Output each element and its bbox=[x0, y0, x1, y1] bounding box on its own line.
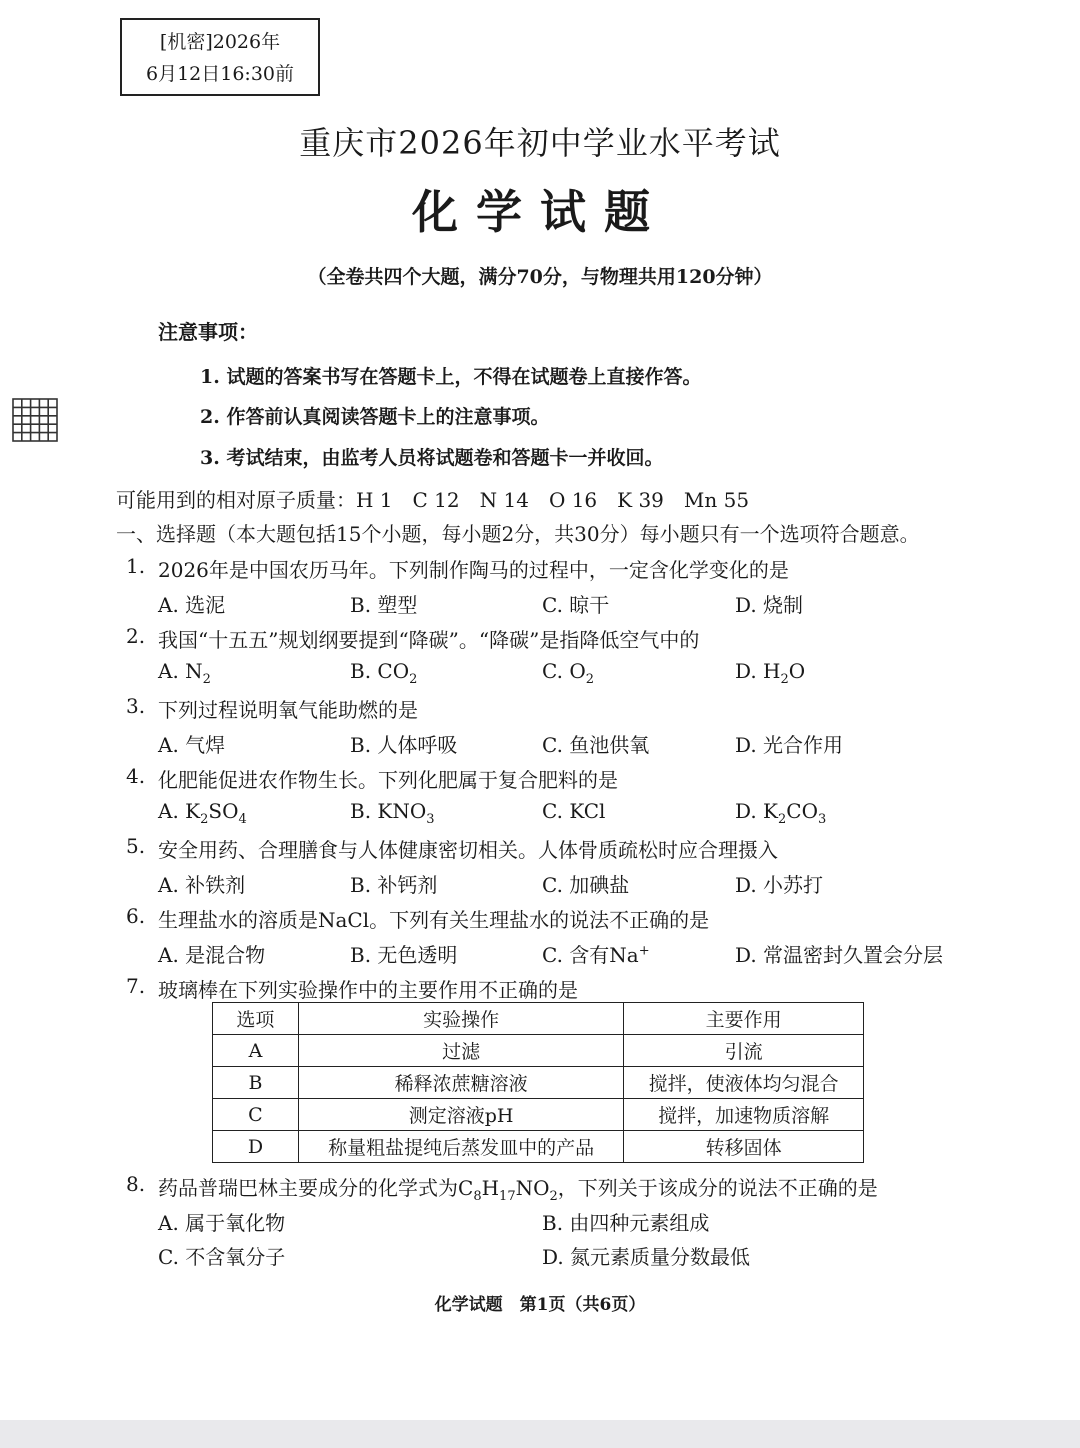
confidential-line-1: [机密]2026年 bbox=[159, 31, 281, 53]
table-header-row bbox=[213, 1003, 864, 1035]
question-1-option-c: C. 晾干 bbox=[542, 593, 610, 617]
question-6-number: 6. bbox=[126, 904, 146, 928]
notice-item-3: 3. 考试结束，由监考人员将试题卷和答题卡一并收回。 bbox=[200, 447, 664, 469]
confidential-line-2: 6月12日16:30前 bbox=[145, 63, 295, 85]
exam-info: （全卷共四个大题，满分70分，与物理共用120分钟） bbox=[307, 266, 773, 288]
question-4-option-c: C. KCl bbox=[542, 799, 606, 823]
question-4-number: 4. bbox=[126, 764, 146, 788]
bottom-strip bbox=[0, 1420, 1080, 1448]
exam-title: 重庆市2026年初中学业水平考试 bbox=[299, 124, 781, 162]
table-header-cell: 选项 bbox=[213, 1003, 299, 1035]
question-2-option-b: B. $CO_2$ bbox=[350, 659, 418, 687]
question-6-stem: 生理盐水的溶质是NaCl。下列有关生理盐水的说法不正确的是 bbox=[158, 908, 710, 932]
question-4-stem: 化肥能促进农作物生长。下列化肥属于复合肥料的是 bbox=[158, 768, 618, 792]
question-7-number: 7. bbox=[126, 974, 146, 998]
table-header-cell: 实验操作 bbox=[298, 1003, 623, 1035]
question-3-option-b: B. 人体呼吸 bbox=[350, 733, 458, 757]
question-1-stem: 2026年是中国农历马年。下列制作陶马的过程中，一定含化学变化的是 bbox=[158, 558, 789, 582]
question-2-number: 2. bbox=[126, 624, 146, 648]
question-8-number: 8. bbox=[126, 1172, 146, 1196]
question-3-option-a: A. 气焊 bbox=[158, 733, 226, 757]
question-7-stem: 玻璃棒在下列实验操作中的主要作用不正确的是 bbox=[158, 978, 578, 1002]
notice-item-2: 2. 作答前认真阅读答题卡上的注意事项。 bbox=[200, 406, 550, 428]
table-cell: 测定溶液pH bbox=[298, 1099, 623, 1131]
table-cell: 引流 bbox=[624, 1035, 864, 1067]
question-3-number: 3. bbox=[126, 694, 146, 718]
question-4-option-a: A. $K_2SO_4$ bbox=[158, 799, 247, 827]
question-2-option-c: C. $O_2$ bbox=[542, 659, 594, 687]
table-row bbox=[213, 1099, 864, 1131]
table-row bbox=[213, 1067, 864, 1099]
question-8-option-c: C. 不含氧分子 bbox=[158, 1245, 286, 1269]
question-6-option-b: B. 无色透明 bbox=[350, 943, 458, 967]
question-6-option-c: C. 含有Na+ bbox=[542, 943, 650, 967]
table-cell: D bbox=[213, 1131, 299, 1163]
question-1-option-d: D. 烧制 bbox=[735, 593, 804, 617]
question-6-option-d: D. 常温密封久置会分层 bbox=[735, 943, 944, 967]
question-5-number: 5. bbox=[126, 834, 146, 858]
question-5-option-c: C. 加碘盐 bbox=[542, 873, 630, 897]
question-2-option-d: D. $H_2O$ bbox=[735, 659, 806, 687]
question-8-option-b: B. 由四种元素组成 bbox=[542, 1211, 710, 1235]
question-5-option-d: D. 小苏打 bbox=[735, 873, 824, 897]
question-3-option-d: D. 光合作用 bbox=[735, 733, 844, 757]
question-8-stem: 药品普瑞巴林主要成分的化学式为$C_8H_{17}NO_2$，下列关于该成分的说法不正确的是 bbox=[158, 1176, 878, 1204]
question-7-table bbox=[212, 1002, 864, 1163]
table-cell: 搅拌，加速物质溶解 bbox=[624, 1099, 864, 1131]
table-cell: 称量粗盐提纯后蒸发皿中的产品 bbox=[298, 1131, 623, 1163]
question-5-option-b: B. 补钙剂 bbox=[350, 873, 438, 897]
table-row bbox=[213, 1035, 864, 1067]
table-cell: A bbox=[213, 1035, 299, 1067]
question-5-stem: 安全用药、合理膳食与人体健康密切相关。人体骨质疏松时应合理摄入 bbox=[158, 838, 778, 862]
notice-heading: 注意事项： bbox=[158, 320, 258, 344]
question-4-option-b: B. $KNO_3$ bbox=[350, 799, 435, 827]
table-row bbox=[213, 1131, 864, 1163]
question-8-option-a: A. 属于氧化物 bbox=[158, 1211, 286, 1235]
table-cell: 过滤 bbox=[298, 1035, 623, 1067]
question-4-option-d: D. $K_2CO_3$ bbox=[735, 799, 827, 827]
grid-icon[interactable] bbox=[12, 398, 58, 442]
question-6-option-a: A. 是混合物 bbox=[158, 943, 266, 967]
subject-title: 化学试题 bbox=[412, 185, 668, 239]
table-cell: 稀释浓蔗糖溶液 bbox=[298, 1067, 623, 1099]
question-2-option-a: A. $N_2$ bbox=[158, 659, 211, 687]
confidential-box bbox=[120, 18, 320, 96]
notice-item-1: 1. 试题的答案书写在答题卡上，不得在试题卷上直接作答。 bbox=[200, 366, 702, 388]
table-cell: 转移固体 bbox=[624, 1131, 864, 1163]
question-3-stem: 下列过程说明氧气能助燃的是 bbox=[158, 698, 418, 722]
question-1-option-b: B. 塑型 bbox=[350, 593, 418, 617]
question-3-option-c: C. 鱼池供氧 bbox=[542, 733, 650, 757]
page-footer: 化学试题 第1页（共6页） bbox=[434, 1295, 646, 1315]
question-2-stem: 我国“十五五”规划纲要提到“降碳”。“降碳”是指降低空气中的 bbox=[158, 628, 700, 652]
question-5-option-a: A. 补铁剂 bbox=[158, 873, 246, 897]
section-1-heading: 一、选择题（本大题包括15个小题，每小题2分，共30分）每小题只有一个选项符合题意。 bbox=[116, 522, 920, 546]
table-cell: 搅拌，使液体均匀混合 bbox=[624, 1067, 864, 1099]
table-cell: C bbox=[213, 1099, 299, 1131]
table-cell: B bbox=[213, 1067, 299, 1099]
table-header-cell: 主要作用 bbox=[624, 1003, 864, 1035]
question-1-number: 1. bbox=[126, 554, 146, 578]
question-1-option-a: A. 选泥 bbox=[158, 593, 226, 617]
atomic-masses: 可能用到的相对原子质量：H 1 C 12 N 14 O 16 K 39 Mn 55 bbox=[116, 488, 750, 512]
question-8-option-d: D. 氮元素质量分数最低 bbox=[542, 1245, 751, 1269]
